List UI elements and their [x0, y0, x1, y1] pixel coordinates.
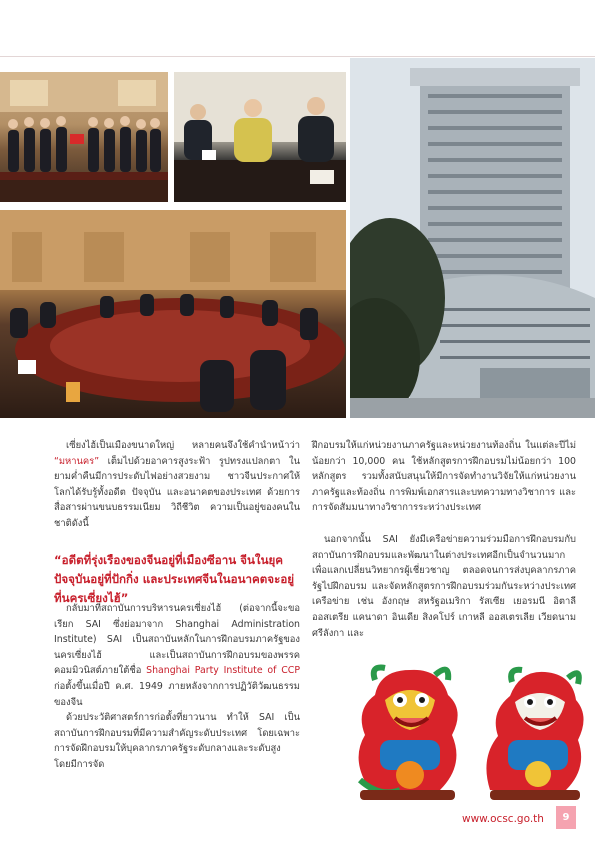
pull-quote: “อดีตที่รุ่งเรืองของจีนอยู่ที่เมืองซีอาน จีนในยุคปัจจุบันอยู่ที่ปักกิ่ง และประเทศจีนในอนาคตจะอยู่ที่นครเซี่ยงไฮ้” [54, 553, 295, 605]
website-url: www.ocsc.go.th [462, 813, 544, 825]
sai-text-start: กลับมาที่สถาบันการบริหารนครเซี่ยงไฮ้ (ต่อจากนี้จะขอเรียก SAI ซึ่งย่อมาจาก Shanghai Administration Institute) SAI เป็นสถาบันหลักในการฝึกอบรมภาครัฐของนครเซี่ยงไฮ้ และเป็นสถาบันการฝึกอบรมของพรรคคอมมิวนิสต์ภายใต้ชื่อ [54, 603, 300, 677]
intro-text-end: เต็มไปด้วยอาคารสูงระฟ้า รูปทรงแปลกตา ในยามค่ำคืนมีการประดับไฟอย่างสวยงาม ชาวจีนประกาศให้โลกได้รับรู้ทั้งอดีต ปัจจุบัน และอนาคตของประเทศ ด้วยการสื่อสารผ่านขนบธรรมเนียม วิถีชีวิต ความเป็นอยู่ของคนในชาติดังนี้ [54, 455, 300, 529]
history-paragraph: ด้วยประวัติศาสตร์การก่อตั้งที่ยาวนาน ทำให้ SAI เป็นสถาบันการฝึกอบรมที่มีความสำคัญระดับประเทศ โดยเฉพาะการจัดฝึกอบรมให้บุคลากรภาครัฐระดับกลางและระดับสูง โดยมีการจัด [54, 712, 300, 770]
head-table-photo [174, 72, 346, 202]
metropolis-highlight: “มหานคร” [54, 455, 100, 467]
group-photo-illustration [0, 72, 168, 202]
left-lion-icon [359, 668, 458, 801]
party-institute-highlight: Shanghai Party Institute of CCP [146, 665, 300, 677]
delegation-group-photo [0, 72, 168, 202]
sai-text-end: ก่อตั้งขึ้นเมื่อปี ค.ศ. 1949 ภายหลังจากการปฏิวัติวัฒนธรรมของจีน [54, 680, 300, 708]
training-stats-paragraph: ฝึกอบรมให้แก่หน่วยงานภาครัฐและหน่วยงานท้องถิ่น ในแต่ละปีไม่น้อยกว่า 10,000 คน ใช้หลักสูตรการฝึกอบรมไม่น้อยกว่า 100 หลักสูตร รวมทั้งสนับสนุนให้มีการจัดทำงานวิจัยให้แก่หน่วยงานภาครัฐและท้องถิ่น การพิมพ์เอกสารและบทความทางวิชาการ และการจัดสัมมนาทางวิชาการระหว่างประเทศ [312, 440, 576, 514]
building-illustration [350, 58, 595, 418]
conference-illustration [0, 210, 346, 418]
institute-building-photo [350, 58, 595, 418]
lion-statues-art [340, 640, 595, 805]
header-rule [0, 56, 595, 57]
page-number: 9 [556, 806, 576, 829]
network-paragraph: นอกจากนั้น SAI ยังมีเครือข่ายความร่วมมือการฝึกอบรมกับสถาบันการฝึกอบรมและพัฒนาในต่างประเทศอีกเป็นจำนวนมาก เพื่อแลกเปลี่ยนวิทยากรผู้เชี่ยวชาญ ตลอดจนการส่งบุคลากรภาครัฐไปฝึกอบรม และจัดหลักสูตรการฝึกอบรมร่วมกันระหว่างประเทศเครือข่าย เช่น อังกฤษ สหรัฐอเมริกา รัสเซีย เยอรมนี อิตาลี ออสเตรีย แคนาดา อินเดีย สิงคโปร์ เกาหลี ออสเตรเลีย เวียดนาม ศรีลังกา และ [312, 534, 576, 639]
intro-paragraph [54, 438, 300, 532]
sai-paragraph [54, 601, 300, 710]
head-table-illustration [174, 72, 346, 202]
right-lion-icon [486, 670, 583, 800]
foo-dog-lions-illustration [340, 640, 595, 805]
intro-text-start: เซี่ยงไฮ้เป็นเมืองขนาดใหญ่ หลายคนจึงใช้คำนำหน้าว่า [66, 440, 300, 451]
conference-table-photo [0, 210, 346, 418]
